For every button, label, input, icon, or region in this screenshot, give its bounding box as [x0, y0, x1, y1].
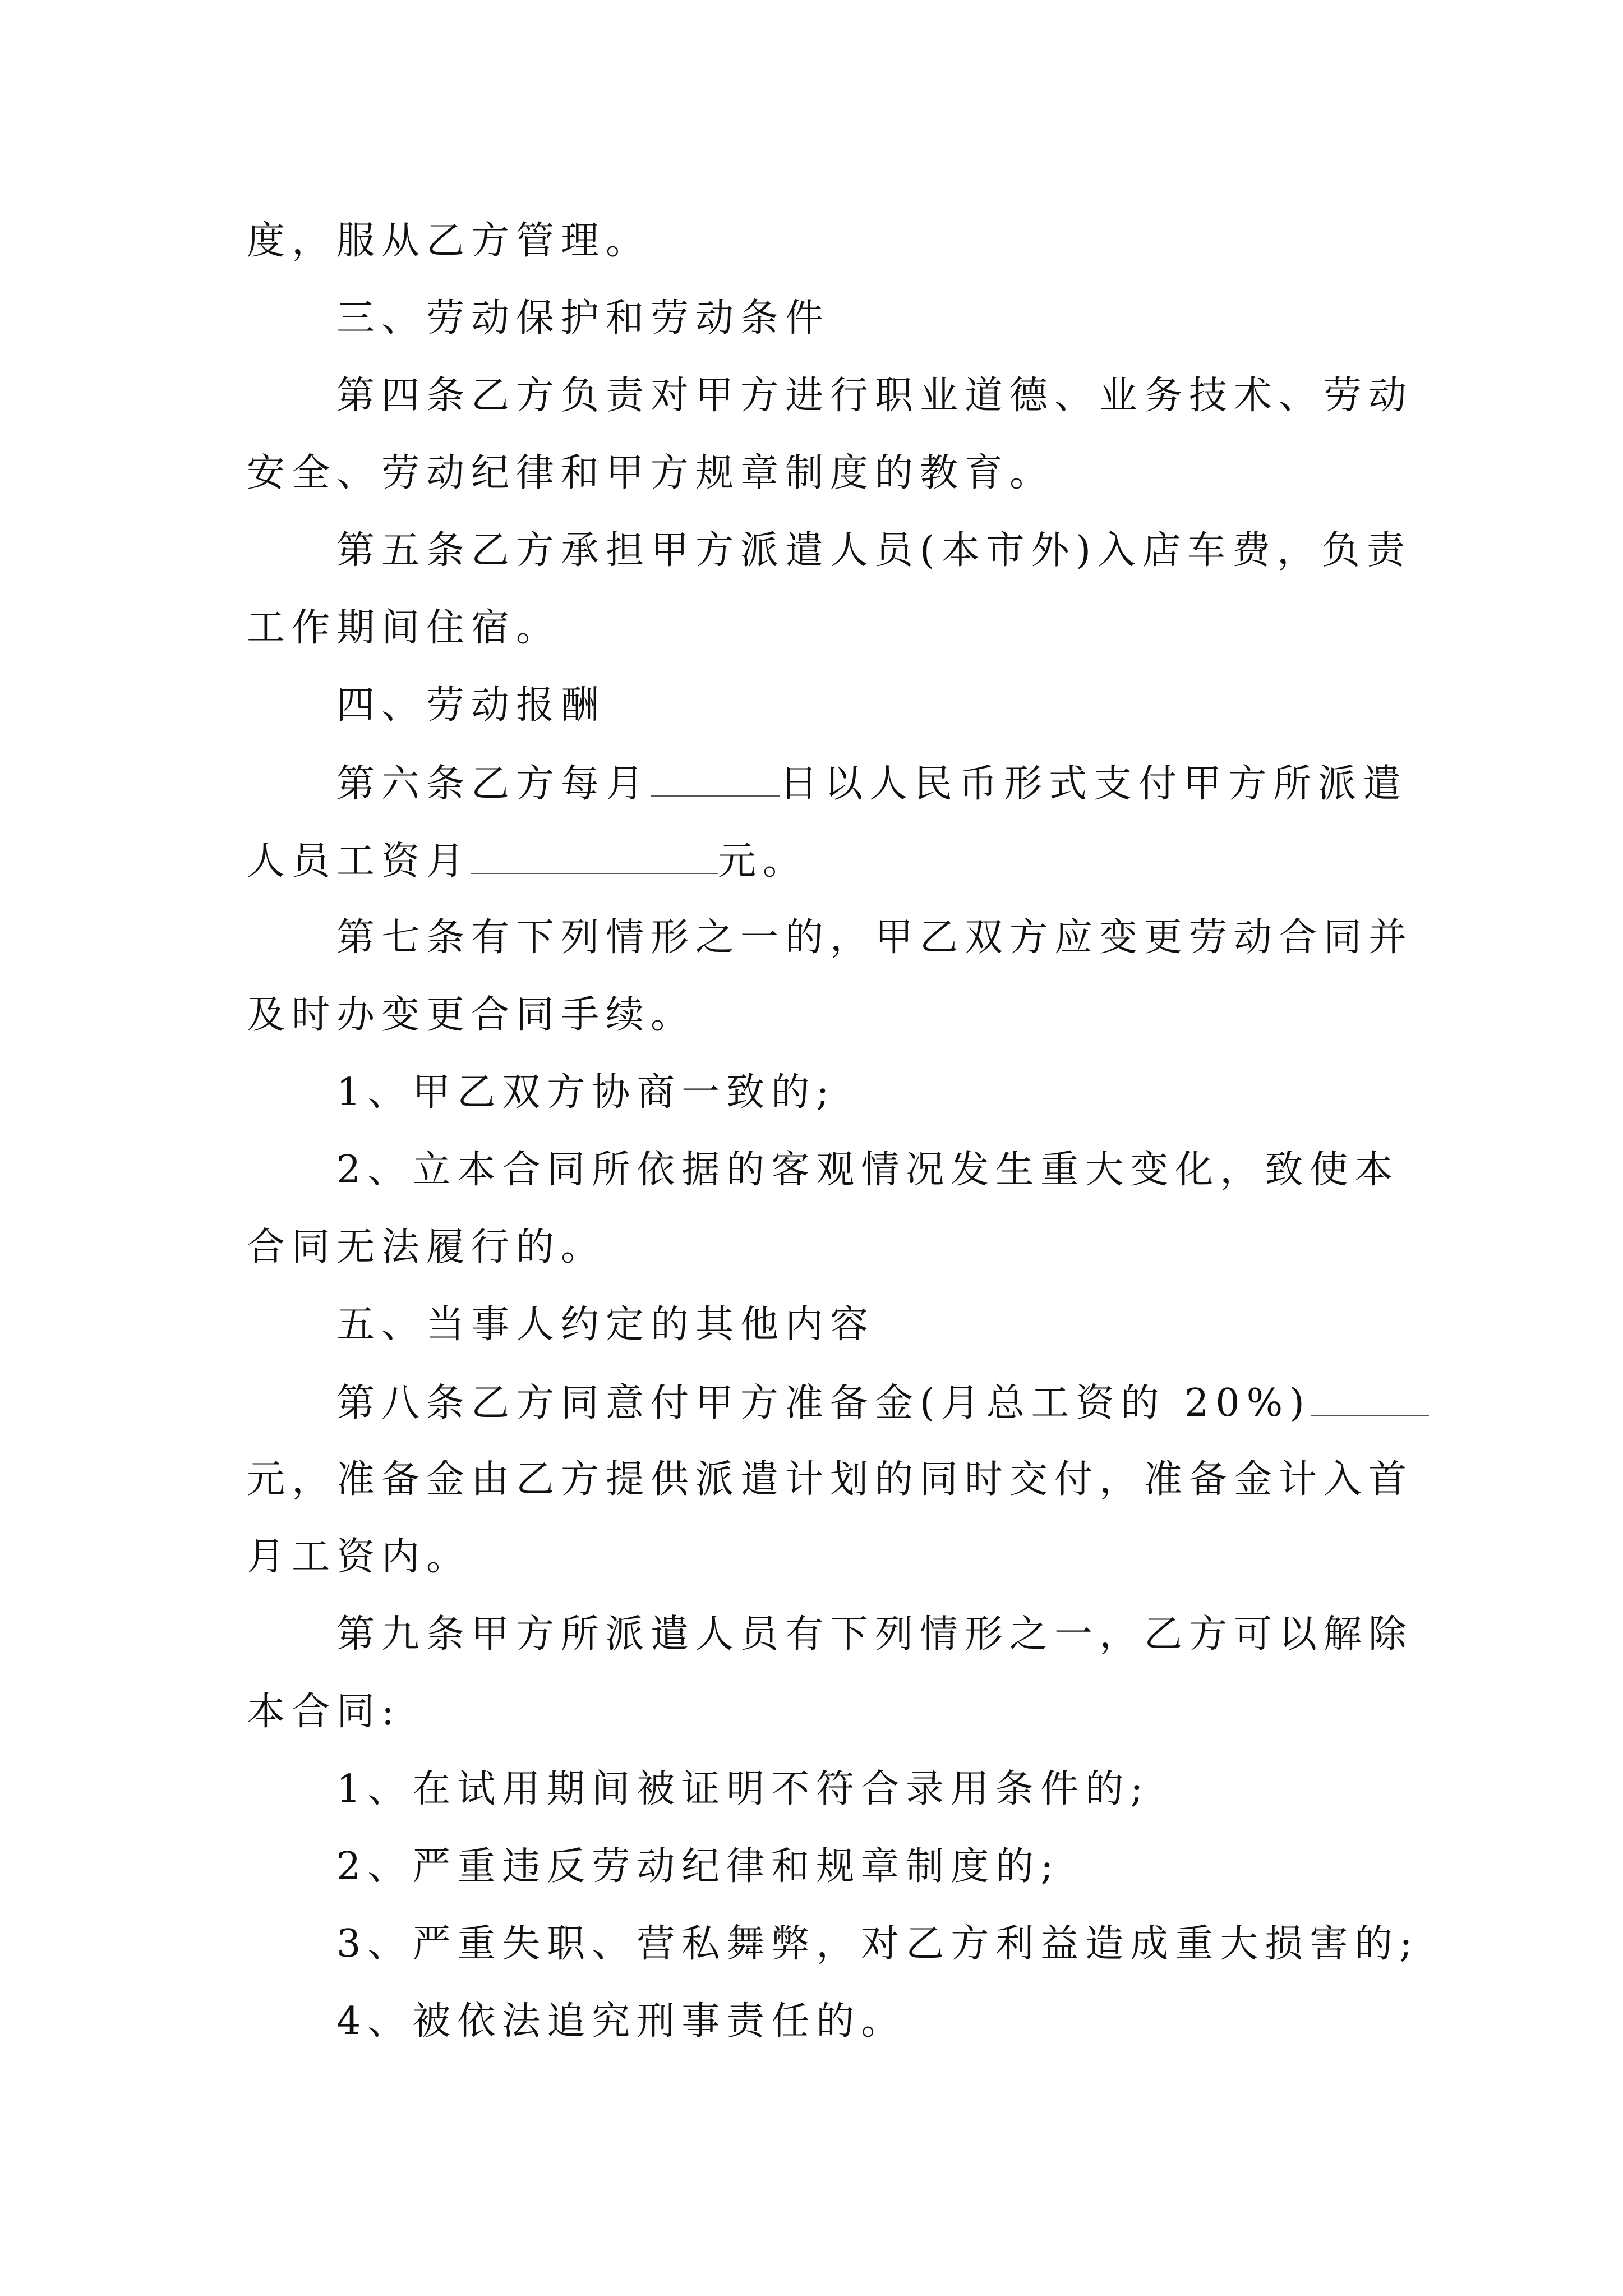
text-line: 安全、劳动纪律和甲方规章制度的教育。 — [247, 451, 1055, 495]
list-item: 4、被依法追究刑事责任的。 — [336, 1999, 906, 2044]
section-heading: 三、劳动保护和劳动条件 — [336, 296, 831, 341]
text-line — [336, 1380, 1429, 1426]
text-line: 第四条乙方负责对甲方进行职业道德、业务技术、劳动 — [336, 374, 1414, 418]
fill-blank-salary — [471, 838, 718, 874]
text-line: 合同无法履行的。 — [247, 1225, 606, 1269]
text-segment: 第六条乙方每月 — [336, 762, 651, 806]
text-line: 及时办变更合同手续。 — [247, 993, 696, 1037]
text-segment: 人员工资月 — [247, 839, 472, 884]
list-item: 1、甲乙双方协商一致的; — [336, 1070, 836, 1115]
text-line — [336, 761, 1408, 807]
section-heading: 五、当事人约定的其他内容 — [336, 1303, 875, 1347]
text-segment: 第八条乙方同意付甲方准备金(月总工资的 20%) — [336, 1381, 1311, 1425]
text-line: 元，准备金由乙方提供派遣计划的同时交付，准备金计入首 — [247, 1457, 1414, 1502]
text-line: 度，服从乙方管理。 — [247, 219, 651, 263]
text-line: 本合同: — [247, 1690, 401, 1734]
text-segment: 元。 — [718, 839, 808, 884]
list-item: 2、严重违反劳动纪律和规章制度的; — [336, 1844, 1061, 1889]
text-line: 工作期间住宿。 — [247, 606, 561, 650]
list-item: 1、在试用期间被证明不符合录用条件的; — [336, 1767, 1150, 1811]
text-line: 月工资内。 — [247, 1535, 472, 1579]
text-line: 第七条有下列情形之一的，甲乙双方应变更劳动合同并 — [336, 915, 1414, 960]
fill-blank-reserve — [1311, 1380, 1429, 1416]
section-heading: 四、劳动报酬 — [336, 683, 606, 728]
text-segment: 日以人民币形式支付甲方所派遣 — [780, 762, 1408, 806]
list-item: 2、立本合同所依据的客观情况发生重大变化，致使本 — [336, 1148, 1400, 1192]
text-line — [247, 838, 808, 884]
list-item: 3、严重失职、营私舞弊，对乙方利益造成重大损害的; — [336, 1922, 1419, 1966]
text-line: 第九条甲方所派遣人员有下列情形之一，乙方可以解除 — [336, 1612, 1414, 1657]
text-line: 第五条乙方承担甲方派遣人员(本市外)入店车费，负责 — [336, 528, 1412, 573]
fill-blank-payday — [651, 761, 780, 797]
